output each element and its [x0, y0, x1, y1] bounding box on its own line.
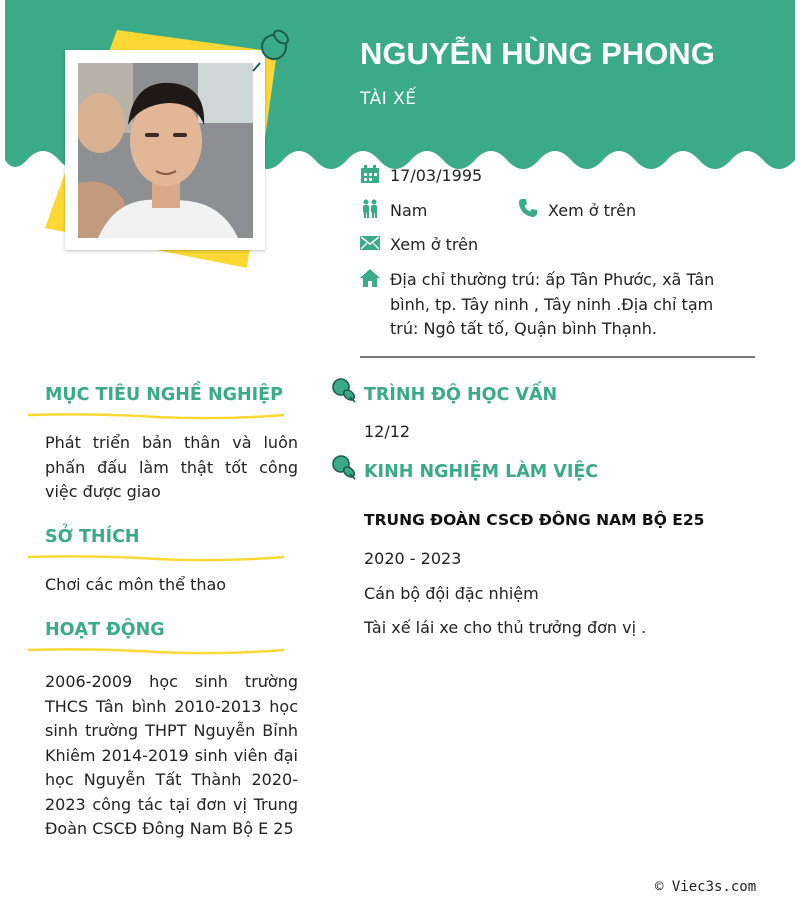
hobbies-text: Chơi các môn thể thao [45, 575, 227, 594]
phone: Xem ở trên [548, 201, 637, 220]
education-level: 12/12 [364, 422, 411, 441]
wavy-underline [28, 646, 284, 656]
full-name: NGUYỄN HÙNG PHONG [360, 36, 715, 71]
career-goal-title: MỤC TIÊU NGHỀ NGHIỆP [45, 385, 283, 405]
address: Địa chỉ thường trú: ấp Tân Phước, xã Tân bình, tp. Tây ninh , Tây ninh .Địa chỉ tạm trú: Ngô tất tố, Quận bình Thạnh. [390, 270, 715, 338]
experience-org: TRUNG ĐOÀN CSCĐ ĐÔNG NAM BỘ E25 [364, 511, 705, 529]
pushpin-icon [331, 376, 357, 404]
wavy-underline [28, 411, 284, 421]
birthday: 17/03/1995 [390, 166, 483, 185]
profile-photo-frame [65, 50, 265, 250]
education-title: TRÌNH ĐỘ HỌC VẤN [364, 385, 558, 405]
header-divider [360, 356, 755, 358]
experience-period: 2020 - 2023 [364, 549, 462, 568]
experience-position: Cán bộ đội đặc nhiệm [364, 584, 539, 603]
home-icon [360, 268, 380, 288]
calendar-icon [360, 164, 380, 184]
wavy-underline [28, 553, 284, 563]
hobbies-title: SỞ THÍCH [45, 527, 140, 547]
phone-icon [518, 198, 538, 218]
pushpin-icon [331, 453, 357, 481]
career-goal-text: Phát triển bản thân và luôn phấn đấu làm thật tốt công việc được giao [45, 433, 298, 501]
experience-description: Tài xế lái xe cho thủ trưởng đơn vị . [364, 618, 647, 637]
gender: Nam [390, 201, 428, 220]
activities-text: 2006-2009 học sinh trường THCS Tân bình 2010-2013 học sinh trường THPT Nguyễn Bỉnh Khiêm 2014-2019 sinh viên đại học Nguyễn Tất Thành 2020-2023 công tác tại đơn vị Trung Đoàn CSCĐ Đông Nam Bộ E 25 [45, 672, 298, 838]
experience-title: KINH NGHIỆM LÀM VIỆC [364, 462, 599, 482]
profile-photo [78, 63, 253, 238]
email: Xem ở trên [390, 235, 479, 254]
pushpin-icon [250, 25, 292, 73]
gender-icon [360, 199, 380, 219]
activities-title: HOẠT ĐỘNG [45, 620, 165, 640]
footer-copyright: © Viec3s.com [655, 879, 757, 895]
email-icon [360, 233, 380, 253]
job-title: TÀI XẾ [360, 89, 417, 109]
